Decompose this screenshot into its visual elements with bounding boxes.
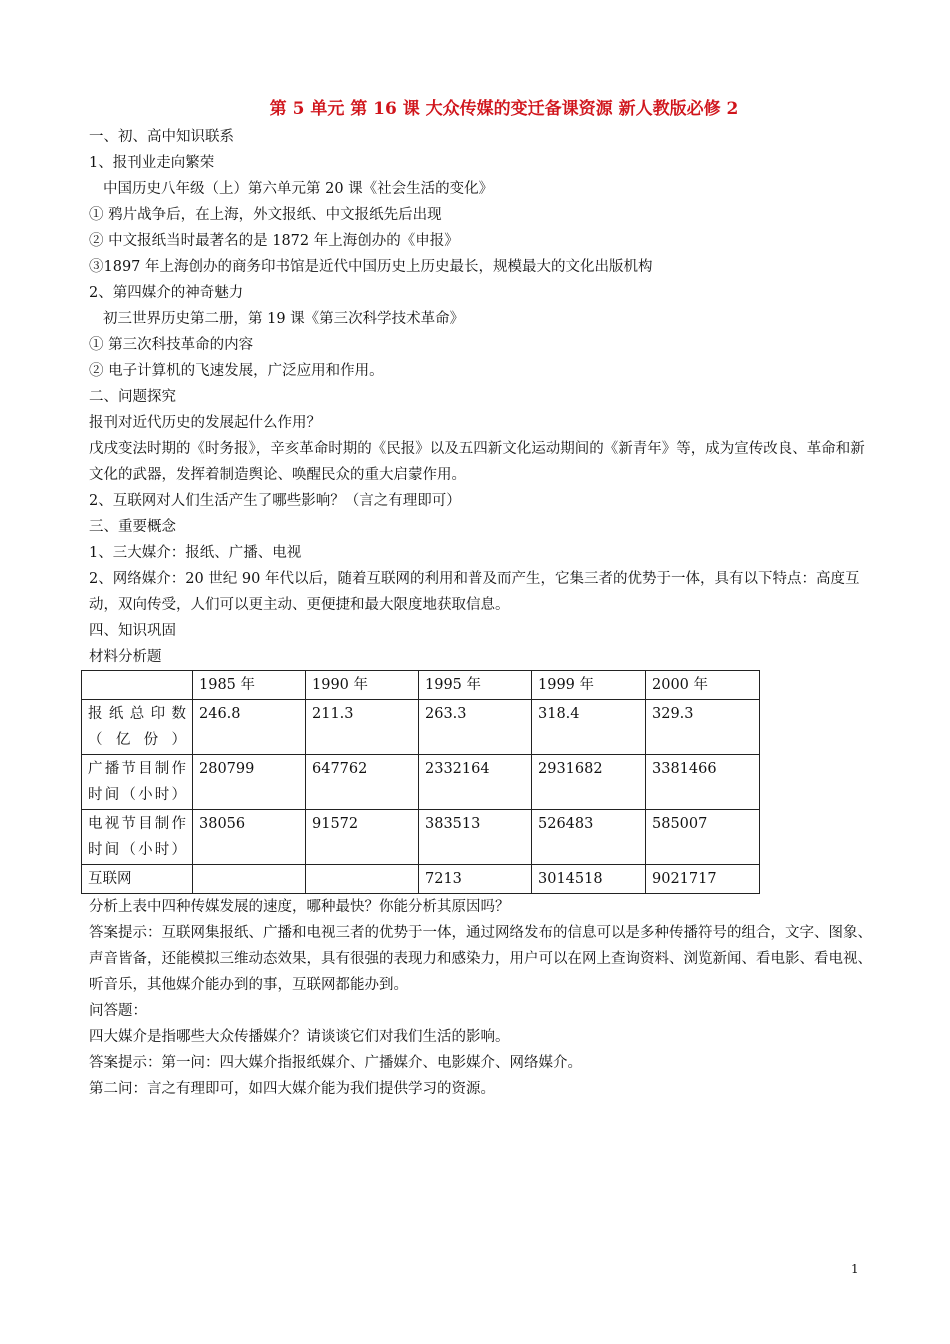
list-item: ② 电子计算机的飞速发展，广泛应用和作用。 bbox=[89, 363, 384, 379]
list-item: ② 中文报纸当时最著名的是 1872 年上海创办的《申报》 bbox=[89, 233, 459, 249]
table-header-cell: 2000 年 bbox=[646, 671, 760, 700]
table-header-cell: 1985 年 bbox=[193, 671, 306, 700]
document-page bbox=[89, 96, 879, 1102]
table-cell: 7213 bbox=[419, 865, 532, 894]
table-cell: 526483 bbox=[532, 810, 646, 865]
table-row bbox=[82, 810, 760, 865]
subheading-1: 1、报刊业走向繁荣 bbox=[89, 155, 215, 171]
table-cell: 585007 bbox=[646, 810, 760, 865]
row-label: 广播节目制作时间（小时） bbox=[82, 755, 193, 810]
section-heading-4: 四、知识巩固 bbox=[89, 623, 176, 639]
table-cell: 280799 bbox=[193, 755, 306, 810]
table-header-cell: 1999 年 bbox=[532, 671, 646, 700]
table-row bbox=[82, 755, 760, 810]
row-label: 电视节目制作时间（小时） bbox=[82, 810, 193, 865]
section-heading-1: 一、初、高中知识联系 bbox=[89, 129, 234, 145]
table-cell bbox=[306, 865, 419, 894]
document-title: 第 5 单元 第 16 课 大众传媒的变迁备课资源 新人教版必修 2 bbox=[269, 99, 739, 119]
subheading-4: 问答题： bbox=[89, 1003, 147, 1019]
media-data-table bbox=[81, 670, 760, 894]
table-header-cell bbox=[82, 671, 193, 700]
table-cell: 38056 bbox=[193, 810, 306, 865]
answer-line: 答案提示：第一问：四大媒介指报纸媒介、广播媒介、电影媒介、网络媒介。 bbox=[89, 1055, 582, 1071]
table-cell: 246.8 bbox=[193, 700, 306, 755]
question-text: 2、互联网对人们生活产生了哪些影响？（言之有理即可） bbox=[89, 493, 461, 509]
question-text: 报刊对近代历史的发展起什么作用？ bbox=[89, 415, 321, 431]
table-header-cell: 1990 年 bbox=[306, 671, 419, 700]
table-row bbox=[82, 865, 760, 894]
list-item: ③1897 年上海创办的商务印书馆是近代中国历史上历史最长，规模最大的文化出版机构 bbox=[89, 259, 653, 275]
table-cell: 383513 bbox=[419, 810, 532, 865]
table-cell: 91572 bbox=[306, 810, 419, 865]
table-cell bbox=[193, 865, 306, 894]
subheading-3: 材料分析题 bbox=[89, 649, 162, 665]
table-cell: 3014518 bbox=[532, 865, 646, 894]
table-cell: 211.3 bbox=[306, 700, 419, 755]
concept-paragraph: 2、网络媒介：20 世纪 90 年代以后，随着互联网的利用和普及而产生，它集三者的优势于一体，具有以下特点：高度互动，双向传受，人们可以更主动、更便捷和最大限度地获取信息。 bbox=[89, 571, 860, 613]
list-item: ① 第三次科技革命的内容 bbox=[89, 337, 254, 353]
table-cell: 329.3 bbox=[646, 700, 760, 755]
reference-line-1: 中国历史八年级（上）第六单元第 20 课《社会生活的变化》 bbox=[103, 181, 494, 197]
list-item: ① 鸦片战争后，在上海，外文报纸、中文报纸先后出现 bbox=[89, 207, 442, 223]
table-cell: 2931682 bbox=[532, 755, 646, 810]
answer-line: 第二问：言之有理即可，如四大媒介能为我们提供学习的资源。 bbox=[89, 1081, 495, 1097]
page-number: 1 bbox=[851, 1262, 859, 1276]
table-header-cell: 1995 年 bbox=[419, 671, 532, 700]
answer-paragraph: 答案提示：互联网集报纸、广播和电视三者的优势于一体，通过网络发布的信息可以是多种传播符号的组合，文字、图象、声音皆备，还能模拟三维动态效果，具有很强的表现力和感染力，用户可以在网上查询资料、浏览新闻、看电影、看电视、听音乐，其他媒介能办到的事，互联网都能办到。 bbox=[89, 925, 872, 993]
row-label: 报纸总印数（亿份） bbox=[82, 700, 193, 755]
reference-line-2: 初三世界历史第二册，第 19 课《第三次科学技术革命》 bbox=[103, 311, 465, 327]
table-cell: 647762 bbox=[306, 755, 419, 810]
table-cell: 9021717 bbox=[646, 865, 760, 894]
table-row bbox=[82, 700, 760, 755]
section-heading-2: 二、问题探究 bbox=[89, 389, 176, 405]
table-cell: 318.4 bbox=[532, 700, 646, 755]
table-header-row bbox=[82, 671, 760, 700]
table-cell: 3381466 bbox=[646, 755, 760, 810]
table-cell: 2332164 bbox=[419, 755, 532, 810]
section-heading-3: 三、重要概念 bbox=[89, 519, 176, 535]
question-text: 四大媒介是指哪些大众传播媒介？请谈谈它们对我们生活的影响。 bbox=[89, 1029, 510, 1045]
row-label: 互联网 bbox=[82, 865, 193, 894]
concept-line: 1、三大媒介：报纸、广播、电视 bbox=[89, 545, 302, 561]
table-cell: 263.3 bbox=[419, 700, 532, 755]
answer-paragraph: 戊戌变法时期的《时务报》，辛亥革命时期的《民报》以及五四新文化运动期间的《新青年》等，成为宣传改良、革命和新文化的武器，发挥着制造舆论、唤醒民众的重大启蒙作用。 bbox=[89, 441, 865, 483]
question-text: 分析上表中四种传媒发展的速度，哪种最快？你能分析其原因吗？ bbox=[89, 899, 510, 915]
subheading-2: 2、第四媒介的神奇魅力 bbox=[89, 285, 244, 301]
